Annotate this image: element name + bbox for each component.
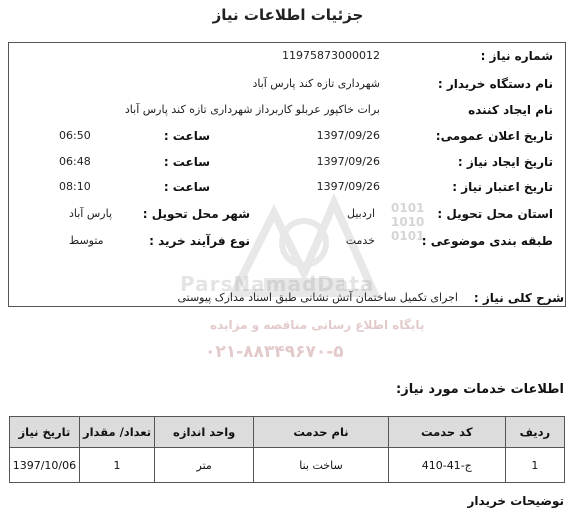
process-value: متوسط	[69, 234, 104, 247]
col-service-name-header: نام حدمت	[254, 417, 389, 448]
row-category	[9, 234, 565, 256]
watermark-phone: ۰۲۱-۸۸۳۴۹۶۷۰-۵	[205, 342, 344, 362]
announce-date-label: تاریخ اعلان عمومی:	[435, 129, 553, 143]
row-buyer-org	[9, 77, 565, 99]
col-unit-header: واحد اندازه	[155, 417, 254, 448]
need-number-label: شماره نیاز :	[480, 49, 553, 63]
row-need-number	[9, 49, 565, 71]
need-number-value: 11975873000012	[282, 49, 380, 62]
col-need-date-header: تاریخ نیاز	[10, 417, 80, 448]
row-valid-date	[9, 180, 565, 202]
col-quantity-cell: 1	[79, 448, 154, 483]
col-service-code-header: کد حدمت	[388, 417, 505, 448]
announce-time-value: 06:50	[59, 129, 91, 142]
category-value: خدمت	[345, 234, 375, 247]
watermark-brand: ParsNamadData	[180, 272, 375, 296]
announce-date-value: 1397/09/26	[316, 129, 380, 142]
row-announce-date	[9, 129, 565, 151]
create-time-value: 06:48	[59, 155, 91, 168]
category-label: طبقه بندی موضوعی :	[421, 234, 553, 248]
page-title: جزئیات اطلاعات نیاز	[212, 6, 364, 24]
city-value: پارس آباد	[69, 207, 113, 220]
row-summary	[0, 291, 576, 313]
row-create-date	[9, 155, 565, 177]
summary-label: شرح کلی نیاز :	[473, 291, 564, 305]
valid-date-label: تاریخ اعتبار نیاز :	[452, 180, 553, 194]
valid-time-value: 08:10	[59, 180, 91, 193]
buyer-org-label: نام دستگاه خریدار :	[437, 77, 553, 91]
need-details-panel	[8, 42, 566, 307]
services-table-header	[10, 417, 565, 448]
col-quantity-header: تعداد/ مقدار	[79, 417, 154, 448]
buyer-org-value: شهرداری تازه کند پارس آباد	[252, 77, 380, 90]
creator-label: نام ایجاد کننده	[468, 103, 553, 117]
announce-time-label: ساعت :	[163, 129, 210, 143]
create-date-value: 1397/09/26	[316, 155, 380, 168]
buyer-notes-label: توضیحات خریدار	[467, 494, 564, 508]
col-unit-cell: متر	[155, 448, 254, 483]
valid-time-label: ساعت :	[163, 180, 210, 194]
province-label: استان محل تحویل :	[437, 207, 553, 221]
table-row	[10, 448, 565, 483]
valid-date-value: 1397/09/26	[316, 180, 380, 193]
create-time-label: ساعت :	[163, 155, 210, 169]
row-delivery-location	[9, 207, 565, 229]
services-table	[9, 416, 565, 483]
col-service-name-cell: ساخت بنا	[254, 448, 389, 483]
services-section-title: اطلاعات خدمات مورد نیاز:	[396, 382, 564, 397]
col-row-number-header: ردیف	[505, 417, 564, 448]
watermark-tagline: پایگاه اطلاع رسانی مناقصه و مزایده	[210, 318, 425, 332]
col-row-number-cell: 1	[505, 448, 564, 483]
process-label: نوع فرآیند خرید :	[149, 234, 250, 248]
summary-value: اجرای تکمیل ساختمان آتش نشانی طبق اسناد مدارک پیوستی	[177, 291, 458, 304]
col-service-code-cell: ج-41-410	[388, 448, 505, 483]
create-date-label: تاریخ ایجاد نیاز :	[457, 155, 553, 169]
creator-value: برات خاکپور عربلو کاربرداز شهرداری تازه کند پارس آباد	[124, 103, 380, 116]
city-label: شهر محل تحویل :	[142, 207, 250, 221]
row-creator	[9, 103, 565, 125]
col-need-date-cell: 1397/10/06	[10, 448, 80, 483]
watermark-digits: 0101 1010 0101	[391, 201, 425, 243]
province-value: اردبیل	[347, 207, 375, 220]
